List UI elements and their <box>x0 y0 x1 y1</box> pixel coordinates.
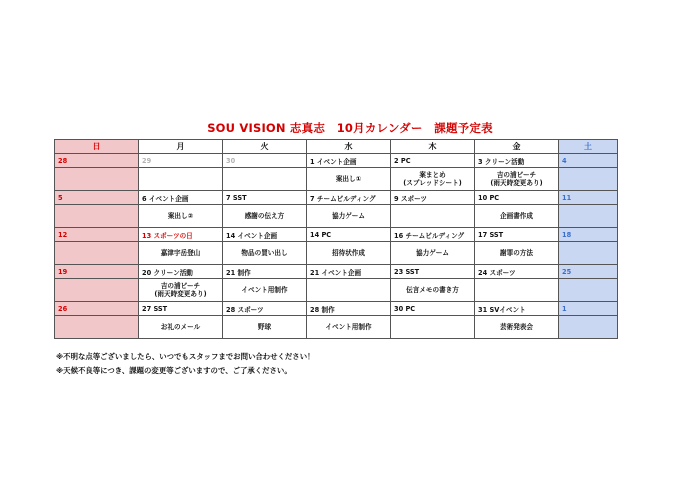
event-cell: 協力ゲーム <box>391 242 475 265</box>
event-cell: 案出し① <box>307 168 391 191</box>
event-cell <box>475 279 559 302</box>
week-3-day-row <box>55 228 618 242</box>
event-cell <box>55 168 139 191</box>
day-cell: 6 イベント企画 <box>139 191 223 205</box>
page-title: SOU VISION 志真志 10月カレンダー 課題予定表 <box>207 121 493 135</box>
event-cell <box>55 205 139 228</box>
week-2-day-row <box>55 191 618 205</box>
weekday-header-fri: 金 <box>475 140 559 154</box>
event-cell: 案まとめ (スプレッドシート) <box>391 168 475 191</box>
week-4-event-row <box>55 279 618 302</box>
weekday-header-sat: 土 <box>559 140 618 154</box>
weekday-header-row <box>55 140 618 154</box>
day-cell: 27 SST <box>139 302 223 316</box>
event-cell: イベント用制作 <box>307 316 391 339</box>
event-cell <box>559 279 618 302</box>
event-cell <box>55 279 139 302</box>
event-cell: 野球 <box>223 316 307 339</box>
day-cell: 3 クリーン活動 <box>475 154 559 168</box>
day-cell: 7 SST <box>223 191 307 205</box>
event-cell: イベント用制作 <box>223 279 307 302</box>
day-cell: 18 <box>559 228 618 242</box>
day-cell: 28 <box>55 154 139 168</box>
event-cell: 物品の買い出し <box>223 242 307 265</box>
day-cell: 12 <box>55 228 139 242</box>
day-cell: 17 SST <box>475 228 559 242</box>
event-cell <box>559 242 618 265</box>
event-cell: 企画書作成 <box>475 205 559 228</box>
week-5-day-row <box>55 302 618 316</box>
day-cell: 10 PC <box>475 191 559 205</box>
day-cell: 26 <box>55 302 139 316</box>
day-cell: 5 <box>55 191 139 205</box>
event-cell <box>55 316 139 339</box>
day-cell: 21 イベント企画 <box>307 265 391 279</box>
day-cell: 7 チームビルディング <box>307 191 391 205</box>
weekday-header-tue: 火 <box>223 140 307 154</box>
day-cell: 30 <box>223 154 307 168</box>
event-cell: 協力ゲーム <box>307 205 391 228</box>
event-cell: 案出し② <box>139 205 223 228</box>
day-cell: 11 <box>559 191 618 205</box>
event-cell <box>391 205 475 228</box>
day-cell: 1 イベント企画 <box>307 154 391 168</box>
day-cell: 2 PC <box>391 154 475 168</box>
notes <box>56 350 314 378</box>
event-cell: お礼のメール <box>139 316 223 339</box>
event-cell: 吉の浦ビーチ (雨天時変更あり) <box>475 168 559 191</box>
day-cell: 30 PC <box>391 302 475 316</box>
event-cell <box>391 316 475 339</box>
event-cell <box>559 316 618 339</box>
weekday-header-sun: 日 <box>55 140 139 154</box>
day-cell: 28 制作 <box>307 302 391 316</box>
day-cell: 21 制作 <box>223 265 307 279</box>
week-3-event-row <box>55 242 618 265</box>
day-cell: 24 スポーツ <box>475 265 559 279</box>
day-cell: 4 <box>559 154 618 168</box>
event-cell <box>139 168 223 191</box>
week-1-day-row <box>55 154 618 168</box>
weekday-header-wed: 水 <box>307 140 391 154</box>
day-cell: 14 イベント企画 <box>223 228 307 242</box>
day-cell: 14 PC <box>307 228 391 242</box>
note-weather: ※天候不良等につき、課題の変更等ございますので、ご了承ください。 <box>56 366 292 375</box>
week-4-day-row <box>55 265 618 279</box>
event-cell <box>559 168 618 191</box>
week-1-event-row <box>55 168 618 191</box>
event-cell <box>307 279 391 302</box>
weekday-header-thu: 木 <box>391 140 475 154</box>
event-cell: 芸術発表会 <box>475 316 559 339</box>
day-cell: 20 クリーン活動 <box>139 265 223 279</box>
day-cell: 29 <box>139 154 223 168</box>
day-cell: 16 チームビルディング <box>391 228 475 242</box>
event-cell <box>223 168 307 191</box>
event-cell: 伝言メモの書き方 <box>391 279 475 302</box>
day-cell-holiday: 13 スポーツの日 <box>139 228 223 242</box>
day-cell: 25 <box>559 265 618 279</box>
event-cell <box>559 205 618 228</box>
day-cell: 1 <box>559 302 618 316</box>
day-cell: 23 SST <box>391 265 475 279</box>
event-cell: 嘉津宇岳登山 <box>139 242 223 265</box>
event-cell: 謝罪の方法 <box>475 242 559 265</box>
day-cell: 28 スポーツ <box>223 302 307 316</box>
weekday-header-mon: 月 <box>139 140 223 154</box>
note-inquiry: ※不明な点等ございましたら、いつでもスタッフまでお問い合わせください！ <box>56 352 315 361</box>
event-cell <box>55 242 139 265</box>
calendar-table <box>54 139 618 339</box>
event-cell: 感謝の伝え方 <box>223 205 307 228</box>
week-2-event-row <box>55 205 618 228</box>
event-cell: 吉の浦ビーチ (雨天時変更あり) <box>139 279 223 302</box>
week-5-event-row <box>55 316 618 339</box>
day-cell: 19 <box>55 265 139 279</box>
day-cell: 31 SVイベント <box>475 302 559 316</box>
day-cell: 9 スポーツ <box>391 191 475 205</box>
event-cell: 招待状作成 <box>307 242 391 265</box>
